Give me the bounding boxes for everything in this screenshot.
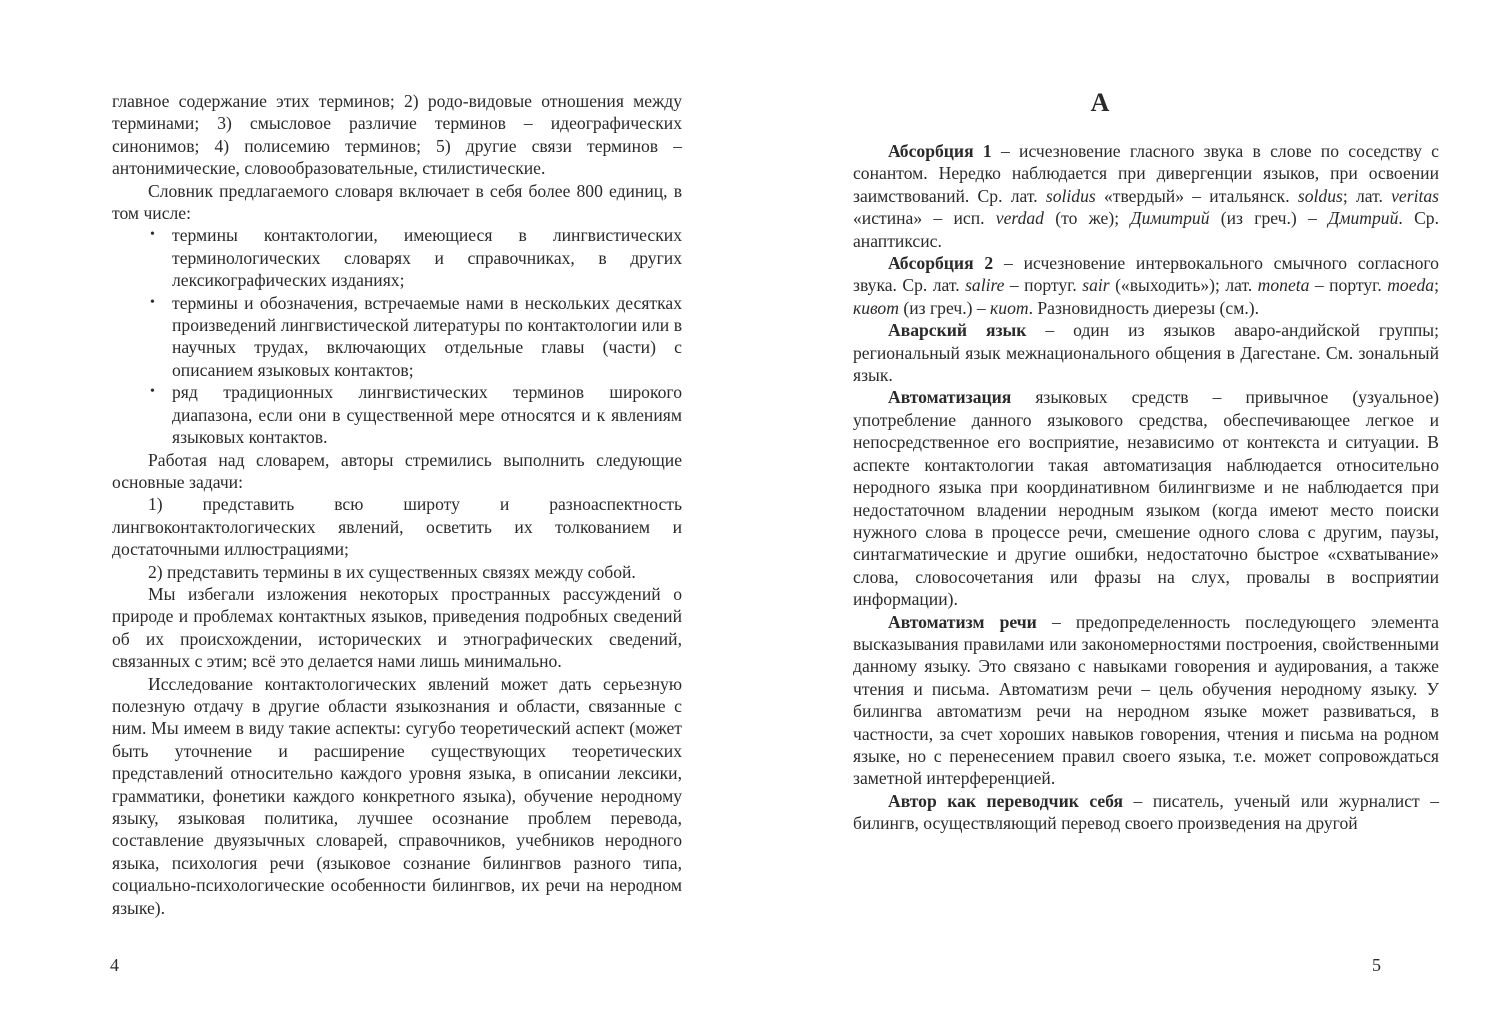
list-item bbox=[112, 224, 682, 291]
dictionary-entry bbox=[853, 319, 1439, 386]
paragraph: 2) представить термины в их существенных связях между собой. bbox=[148, 561, 636, 582]
page-number: 5 bbox=[1372, 955, 1381, 975]
dictionary-entry bbox=[853, 140, 1439, 252]
entry-text: «истина» – исп. bbox=[853, 208, 996, 229]
entry-text: – один из языков аваро-андийской группы; региональный язык межнационального общения в Дагестане. См. зональный язык. bbox=[853, 320, 1439, 386]
list-item bbox=[112, 292, 682, 382]
page-number: 4 bbox=[110, 955, 119, 975]
entry-example: salire bbox=[965, 275, 1005, 296]
dictionary-entry bbox=[853, 790, 1439, 835]
paragraph: 1) представить всю широту и разноаспектность лингвоконтактологических явлений, осветить их толкованием и достаточными иллюстрациями; bbox=[112, 494, 682, 560]
entry-text: («выходить»); лат. bbox=[1109, 275, 1258, 296]
paragraph: Работая над словарем, авторы стремились выполнить следующие основные задачи: bbox=[112, 449, 682, 492]
entry-example: moneta bbox=[1257, 275, 1310, 296]
left-page-body bbox=[112, 90, 682, 919]
list-item bbox=[112, 381, 682, 448]
entry-example: Димитрий bbox=[1130, 208, 1210, 229]
entry-text: – предопределенность последующего элемента высказывания правилами или закономерностями построения, свойственными данному языку. Это связано с навыками говорения и аудирования, а также чтения и письма. Автоматизм речи – цель обучения неродному языку. У билингва автоматизм речи на неродном языке может развиваться, в частности, за счет хороших навыков говорения, чтения и письма на родном языке, но с перенесением правил своего языка, т.е. может сопровождаться заметной интерференцией. bbox=[853, 611, 1439, 789]
entry-text: – исчезновение гласного звука в слове по соседству с сонантом. Нередко наблюдается при дивергенции языков, при освоении заимствований. Ср. лат. bbox=[853, 141, 1439, 206]
entry-text: языковых средств – привычное (узуальное) употребление данного языкового средства, обеспечивающее легкое и непосредственное его восприятие, независимо от контекста и ситуации. В аспекте контактологии такая автоматизация наблюдается относительно неродного языка при координативном билингвизме и не наблюдается при недостаточном владении неродным языком (когда имеют место поиски нужного слова в процессе речи, смешение одного слова с другим, паузы, синтагматические и другие ошибки, недостаточно быстрое «схватывание» слова, словосочетания или фразы на слух, провалы в восприятии информации). bbox=[853, 387, 1439, 610]
entry-term: Автоматизация bbox=[888, 387, 1012, 408]
entry-term: Абсорбция 2 bbox=[888, 253, 994, 274]
entry-text: (то же); bbox=[1043, 208, 1131, 229]
list-item-text: термины контактологии, имеющиеся в лингвистических терминологических словарях и справочниках, в других лексикографических изданиях; bbox=[172, 225, 682, 291]
entry-term: Автоматизм речи bbox=[888, 611, 1037, 632]
dictionary-entry bbox=[853, 386, 1439, 610]
entry-text: ; лат. bbox=[1342, 185, 1392, 206]
dictionary-entries bbox=[853, 140, 1439, 835]
bullet-icon: • bbox=[150, 227, 155, 243]
bullet-icon: • bbox=[150, 294, 155, 310]
entry-text: . Ср. анаптиксис. bbox=[853, 208, 1439, 251]
paragraph: Исследование контактологических явлений может дать серьезную полезную отдачу в другие области языкознания и области, связанные с ним. Мы имеем в виду такие аспекты: сугубо теоретический аспект (может быть уточнение и расширение существующих теоретических представлений относительно каждого уровня языка, в описании лексики, грамматики, фонетики каждого конкретного языка), обучение неродному языку, языковая политика, лучшее осознание проблем перевода, составление двуязычных словарей, справочников, учебников неродного языка, психология речи (языковое сознание билингвов разного типа, социально-психологические особенности билингвов, их речи на неродном языке). bbox=[112, 673, 682, 918]
entry-example: soldus bbox=[1297, 185, 1343, 206]
entry-example: veritas bbox=[1391, 185, 1440, 206]
entry-example: solidus bbox=[1045, 185, 1096, 206]
entry-term: Аварский язык bbox=[888, 320, 1027, 341]
entry-example: verdad bbox=[995, 208, 1044, 229]
dictionary-entry bbox=[853, 252, 1439, 319]
entry-example: кивот bbox=[853, 297, 899, 318]
entry-text: (из греч.) – bbox=[898, 297, 991, 318]
paragraph: Словник предлагаемого словаря включает в себя более 800 единиц, в том числе: bbox=[112, 180, 682, 224]
right-page bbox=[750, 0, 1500, 1025]
entry-text: – португ. bbox=[1004, 275, 1083, 296]
entry-term: Абсорбция 1 bbox=[888, 141, 992, 161]
entry-text: – португ. bbox=[1309, 275, 1388, 296]
bullet-icon: • bbox=[150, 384, 155, 400]
list-item-text: термины и обозначения, встречаемые нами в нескольких десятках произведений лингвистической литературы по контактологии или в научных трудах, включающих отдельные главы (части) с описанием языковых контактов; bbox=[172, 292, 682, 380]
entry-text: – исчезновение интервокального смычного согласного звука. Ср. лат. bbox=[853, 253, 1439, 296]
paragraph: главное содержание этих терминов; 2) родо-видовые отношения между терминами; 3) смысловое различие терминов – идеографических синонимов; 4) полисемию терминов; 5) другие связи терминов – антонимические, словообразовательные, стилистические. bbox=[112, 91, 682, 179]
paragraph: Мы избегали изложения некоторых пространных рассуждений о природе и проблемах контактных языков, приведения подробных сведений об их происхождении, исторических и этнографических сведений, связанных с этим; всё это делается нами лишь минимально. bbox=[112, 583, 682, 672]
section-letter-text: А bbox=[1090, 88, 1110, 117]
entry-text: «твердый» – итальянск. bbox=[1095, 185, 1298, 206]
entry-example: moeda bbox=[1387, 275, 1435, 296]
entry-text: (из греч.) – bbox=[1209, 208, 1329, 229]
entry-example: киот bbox=[990, 297, 1029, 318]
entry-example: Дмитрий bbox=[1328, 208, 1399, 229]
dictionary-entry bbox=[853, 611, 1439, 790]
entry-example: sair bbox=[1082, 275, 1110, 296]
entry-text: – писатель, ученый или журналист – билингв, осуществляющий перевод своего произведения на другой bbox=[853, 790, 1439, 834]
entry-text: ; bbox=[1434, 275, 1439, 296]
entry-text: . Разновидность диерезы (см.). bbox=[1028, 297, 1259, 318]
bullet-list bbox=[112, 224, 682, 448]
entry-term: Автор как переводчик себя bbox=[888, 790, 1124, 811]
list-item-text: ряд традиционных лингвистических терминов широкого диапазона, если они в существенной мере относятся и к явлениям языковых контактов. bbox=[172, 382, 682, 448]
